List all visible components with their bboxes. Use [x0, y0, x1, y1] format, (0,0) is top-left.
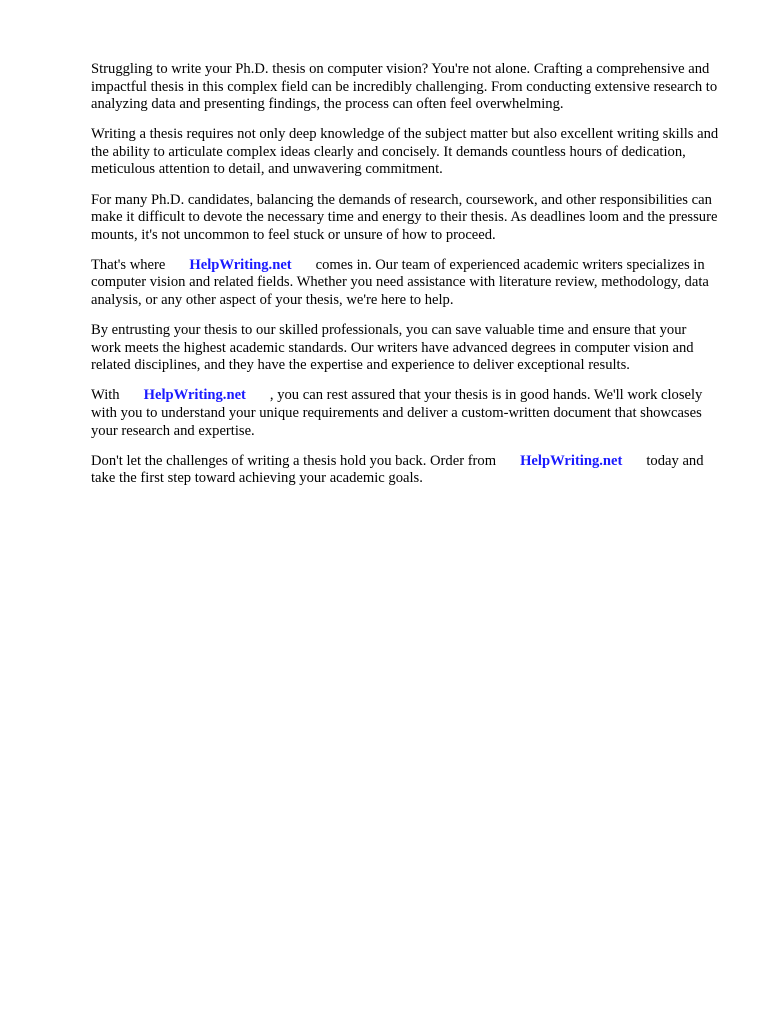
paragraph-text: comes in. Our team of experienced academic writers specializes in computer vision and related fields. Whether you need assistance with literature review, methodology, data analysis, or any other aspect of your thesis, we're here to help.: [91, 256, 709, 309]
paragraph-entrusting: By entrusting your thesis to our skilled professionals, you can save valuable time and ensure that your work meets the highest academic standards. Our writers have advanced degrees in computer vision and related disciplines, and they have the expertise and experience to deliver exceptional results.: [91, 322, 694, 374]
helpwriting-link[interactable]: HelpWriting.net: [520, 452, 623, 469]
paragraph-with-helpwriting: [91, 387, 720, 440]
paragraph-writing-requirements: Writing a thesis requires not only deep knowledge of the subject matter but also excellent writing skills and the ability to articulate complex ideas clearly and concisely. It demands countless hours of dedication, meticulous attention to detail, and unwavering commitment.: [91, 126, 719, 178]
paragraph-intro: Struggling to write your Ph.D. thesis on computer vision? You're not alone. Crafting a comprehensive and impactful thesis in this complex field can be incredibly challenging. From conducting extensive research to analyzing data and presenting findings, the process can often feel overwhelming.: [91, 61, 718, 113]
paragraph-text: Don't let the challenges of writing a thesis hold you back. Order from: [91, 452, 497, 469]
paragraph-text: today and take the first step toward achieving your academic goals.: [91, 452, 704, 487]
helpwriting-link[interactable]: HelpWriting.net: [189, 256, 292, 273]
paragraph-text: With: [91, 387, 120, 404]
paragraph-call-to-action: [91, 453, 720, 488]
paragraph-balancing-demands: For many Ph.D. candidates, balancing the demands of research, coursework, and other responsibilities can make it difficult to devote the necessary time and energy to their thesis. As deadlines loom and the pressure mounts, it's not uncommon to feel stuck or unsure of how to proceed.: [91, 191, 718, 243]
paragraph-text: , you can rest assured that your thesis is in good hands. We'll work closely with you to understand your unique requirements and deliver a custom-written document that showcases your research and expertise.: [91, 387, 703, 439]
helpwriting-link[interactable]: HelpWriting.net: [143, 387, 246, 404]
paragraph-text: That's where: [91, 256, 166, 273]
paragraph-that-is-where: [91, 257, 720, 310]
